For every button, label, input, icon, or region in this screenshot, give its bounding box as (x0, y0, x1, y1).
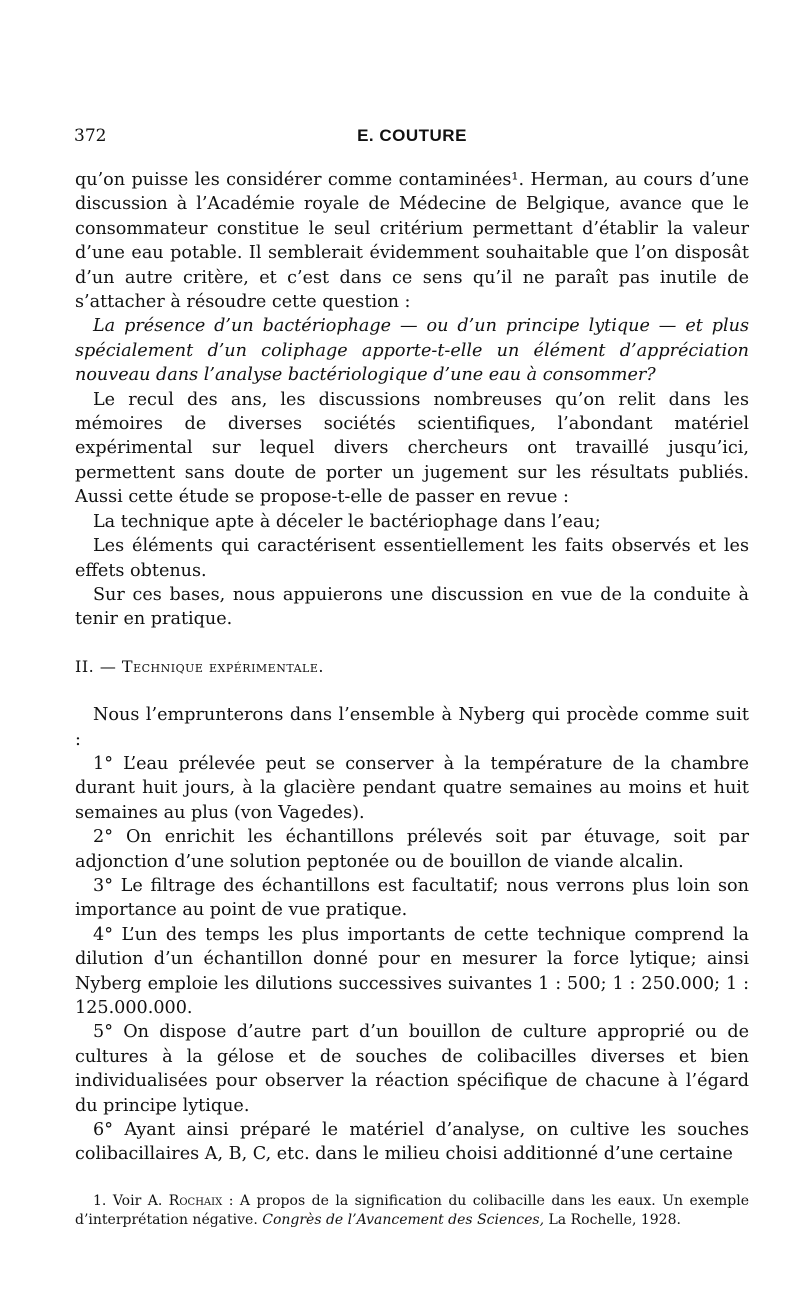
footnote-text: : A propos de la signification du colibacille dans les eaux. Un exemple d’interprétation négative. (75, 1193, 749, 1228)
footnote (75, 1192, 749, 1230)
paragraph-technique-item: La technique apte à déceler le bactériophage dans l’eau; (93, 511, 601, 532)
paragraph-step-5: 5° On dispose d’autre part d’un bouillon de culture approprié ou de cultures à la gélose et de souches de colibacilles diverses et bien individualisées pour observer la réaction spécifique de chacune à l’égard du principe lytique. (75, 1022, 749, 1116)
paragraph-step-4: 4° L’un des temps les plus importants de cette technique comprend la dilution d’un échantillon donné pour en mesurer la force lytique; ainsi Nyberg emploie les dilutions successives suivantes 1 : 500; 1 : 250.000; 1 : 125.000.000. (75, 924, 749, 1018)
running-title: E. COUTURE (357, 126, 467, 145)
paragraph-question: La présence d’un bactériophage — ou d’un principe lytique — et plus spécialement d’un coliphage apporte-t-elle un élément d’appréciation nouveau dans l’analyse bactériologique d’une eau à consommer? (75, 316, 749, 386)
paragraph-review: Le recul des ans, les discussions nombreuses qu’on relit dans les mémoires de diverses sociétés scientifiques, l’abondant matériel expérimental sur lequel divers chercheurs ont travaillé jusqu’ici, permettent sans doute de porter un jugement sur les résultats publiés. Aussi cette étude se propose-t-elle de passer en revue : (75, 389, 749, 508)
footnote-author: Rochaix (168, 1193, 223, 1209)
footnote-venue: Congrès de l’Avancement des Sciences, (262, 1212, 545, 1228)
body-text (75, 168, 749, 1167)
paragraph-elements-item: Les éléments qui caractérisent essentiellement les faits observés et les effets obtenus. (75, 536, 749, 581)
section-heading (75, 655, 749, 679)
running-head (74, 126, 750, 150)
section-numeral: II. — (75, 656, 117, 676)
footnote-prefix: 1. Voir A. (93, 1193, 163, 1209)
footnote-place: La Rochelle, 1928. (548, 1212, 681, 1228)
paragraph-step-2: 2° On enrichit les échantillons prélevés soit par étuvage, soit par adjonction d’une solution peptonée ou de bouillon de viande alcalin. (75, 827, 749, 872)
page-number: 372 (74, 126, 107, 146)
paragraph-step-3: 3° Le filtrage des échantillons est facultatif; nous verrons plus loin son importance au point de vue pratique. (75, 875, 749, 921)
paragraph-step-6: 6° Ayant ainsi préparé le matériel d’analyse, on cultive les souches colibacillaires A, B, C, etc. dans le milieu choisi additionné d’une certaine (75, 1120, 749, 1165)
paragraph-bases: Sur ces bases, nous appuierons une discussion en vue de la conduite à tenir en pratique. (75, 584, 749, 630)
paragraph-contamination: qu’on puisse les considérer comme contaminées¹. Herman, au cours d’une discussion à l’Académie royale de Médecine de Belgique, avance que le consommateur constitue le seul critérium permettant d’établir la valeur d’une eau potable. Il semblerait évidemment souhaitable que l’on disposât d’un autre critère, et c’est dans ce sens qu’il ne paraît pas inutile de s’attacher à résoudre cette question : (75, 170, 749, 313)
section-title: Technique expérimentale. (121, 656, 324, 676)
paragraph-step-1: 1° L’eau prélevée peut se conserver à la température de la chambre durant huit jours, à la glacière pendant quatre semaines au moins et huit semaines au plus (von Vagedes). (75, 753, 749, 823)
paragraph-nyberg-intro: Nous l’emprunterons dans l’ensemble à Nyberg qui procède comme suit : (75, 705, 749, 750)
